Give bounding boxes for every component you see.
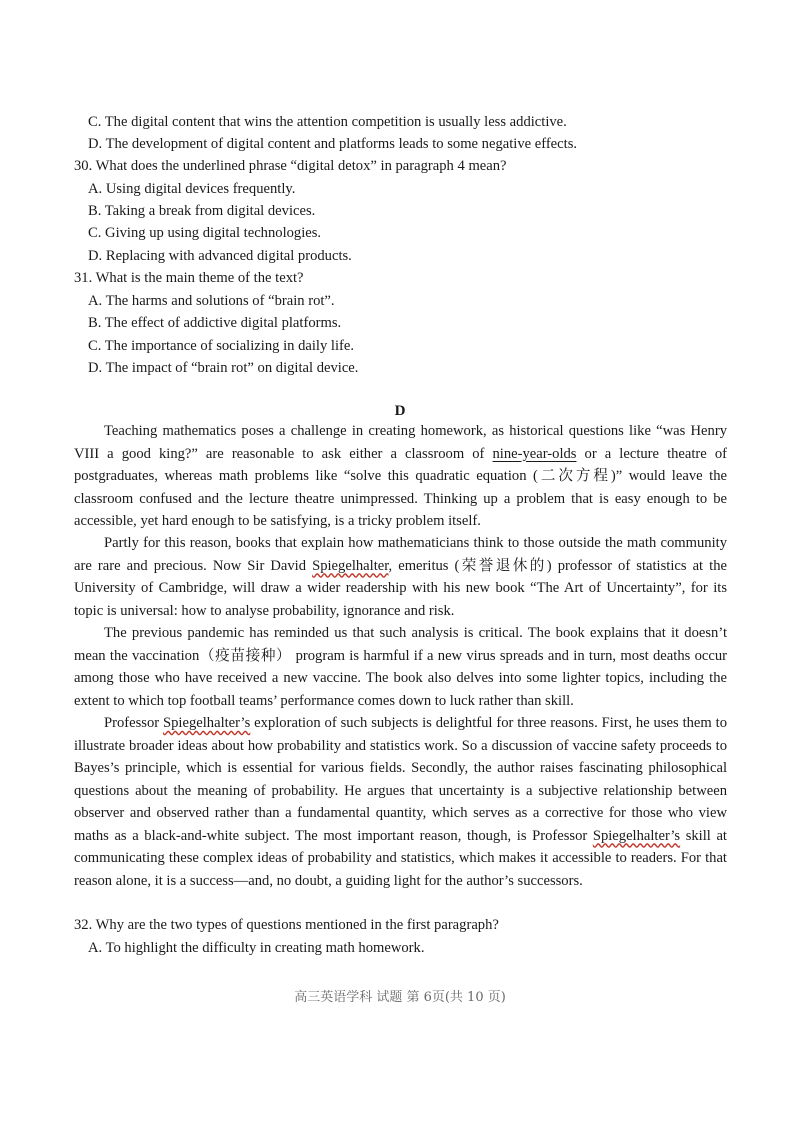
section-title: D [394,403,406,419]
passage-paragraph-2: Partly for this reason, books that explain how mathematicians think to those outside the math community are rare and precious. Now Sir David Spiegelhalter, emeritus (荣誉退休的) professor of statistics at the University of Cambridge, will draw a wider readership with his new book “The Art of Uncertainty”, for its topic is universal: how to analyse probability, ignorance and risk. [74,535,727,619]
passage-paragraph-3: The previous pandemic has reminded us that such analysis is critical. The book explains that it doesn’t mean the vaccination（疫苗接种） program is harmful if a new virus spreads and in turn, most deaths occur among those who have received a new vaccine. The book also delves into some lighter topics, including the extent to which top football teams’ performance comes down to luck rather than skill. [74,625,727,709]
name-spiegelhalter: Spiegelhalter’s [163,715,251,731]
name-spiegelhalter: Spiegelhalter [312,557,389,574]
q30-option-d: D. Replacing with advanced digital products. [88,248,352,264]
name-spiegelhalter: Spiegelhalter’s [592,827,681,844]
q30-option-b: B. Taking a break from digital devices. [88,203,316,219]
q30-option-c: C. Giving up using digital technologies. [88,225,322,241]
question-32: 32. Why are the two types of questions mentioned in the first paragraph? [74,917,499,933]
page-footer: 高三英语学科 试题 第 6页(共 10 页) [294,990,506,1005]
question-31: 31. What is the main theme of the text? [74,270,304,286]
q31-option-d: D. The impact of “brain rot” on digital device. [88,360,359,376]
underlined-phrase: nine-year-olds [492,445,577,462]
question-30: 30. What does the underlined phrase “digital detox” in paragraph 4 mean? [74,158,507,174]
passage-paragraph-4: Professor Spiegelhalter’s exploration of such subjects is delightful for three reasons. First, he uses them to illustrate broader ideas about how probability and statistics work. So a discussion of vaccine safety proceeds to Bayes’s principle, which is essential for various fields. Secondly, the author raises fascinating philosophical questions about the meaning of probability. He argues that uncertainty is a subjective relationship between observer and observed rather than a fundamental quantity, which serves as a corrective for those who view maths as a black-and-white subject. The most important reason, though, is Professor Spiegelhalter’s skill at communicating these complex ideas of probability and statistics, which makes it accessible to readers. For that reason alone, it is a success—and, no doubt, a guiding light for the author’s successors. [74,715,727,889]
passage-paragraph-1: Teaching mathematics poses a challenge in creating homework, as historical questions like “was Henry VIII a good king?” are reasonable to ask either a classroom of nine-year-olds or a lecture theatre of postgraduates, whereas math problems like “solve this quadratic equation (二次方程)” would leave the classroom confused and the lecture theatre unimpressed. Thinking up a problem that is easy enough to be accessible, yet hard enough to be satisfying, is a tricky problem itself. [74,423,727,529]
q31-option-c: C. The importance of socializing in daily life. [88,338,354,354]
q31-option-a: A. The harms and solutions of “brain rot”. [88,293,335,309]
q31-option-b: B. The effect of addictive digital platforms. [88,315,342,331]
prev-option-c: C. The digital content that wins the attention competition is usually less addictive. [88,114,567,130]
q32-option-a: A. To highlight the difficulty in creating math homework. [88,940,425,956]
prev-option-d: D. The development of digital content and platforms leads to some negative effects. [88,136,578,152]
q30-option-a: A. Using digital devices frequently. [88,181,296,197]
